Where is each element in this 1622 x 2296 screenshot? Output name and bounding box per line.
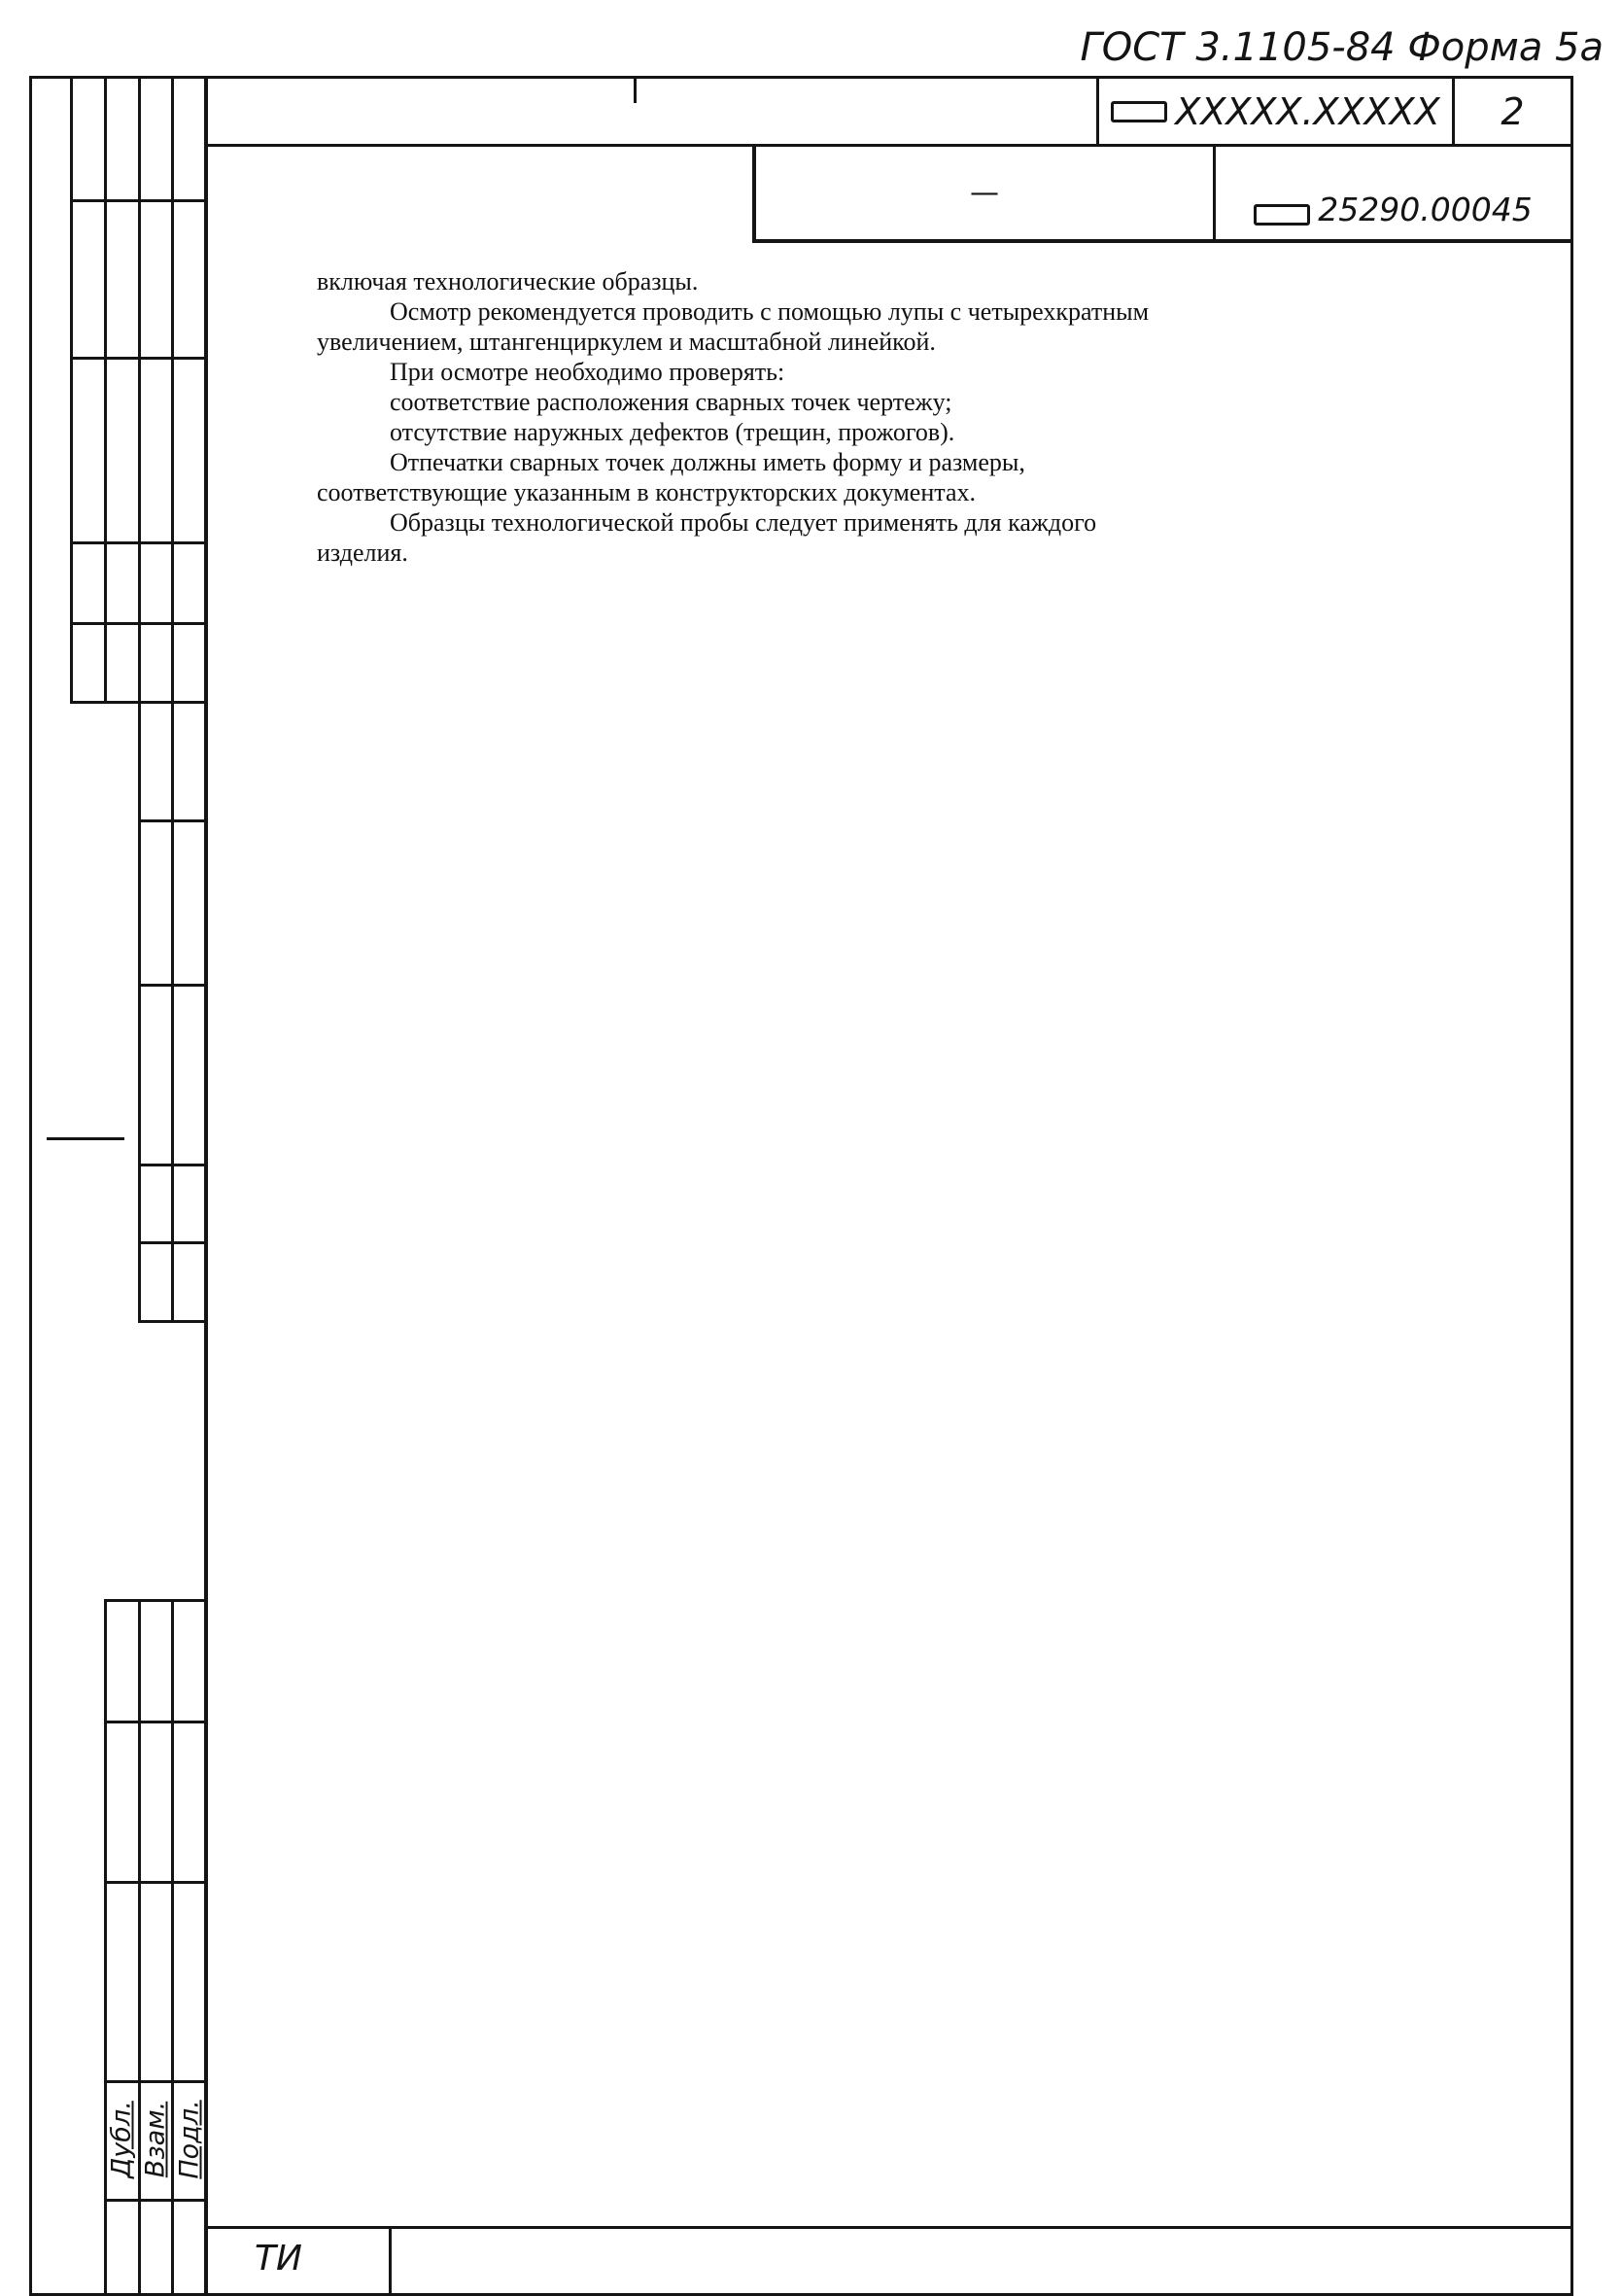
text-line: увеличением, штангенциркулем и масштабной линейкой. bbox=[317, 328, 936, 356]
dash-cell bbox=[756, 147, 1213, 239]
form-title: ГОСТ 3.1105-84 Форма 5а bbox=[1080, 25, 1604, 70]
label-podl: Подл. bbox=[174, 2100, 205, 2179]
document-type-label: ТИ bbox=[255, 2239, 302, 2279]
dash-mark: — bbox=[970, 175, 999, 210]
instruction-text bbox=[317, 266, 1512, 568]
side-labels bbox=[105, 2080, 207, 2199]
text-line: изделия. bbox=[317, 539, 408, 567]
document-code-cell bbox=[1099, 79, 1452, 144]
sheet-number: 2 bbox=[1501, 89, 1525, 133]
label-vzam-cell bbox=[139, 2080, 172, 2199]
text-line: включая технологические образцы. bbox=[317, 267, 699, 296]
label-dubl-cell bbox=[105, 2080, 138, 2199]
text-line: отсутствие наружных дефектов (трещин, прожогов). bbox=[390, 418, 955, 446]
text-line: соответствие расположения сварных точек чертежу; bbox=[390, 388, 952, 416]
text-line: Отпечатки сварных точек должны иметь форму и размеры, bbox=[390, 448, 1025, 476]
text-line: При осмотре необходимо проверять: bbox=[390, 358, 785, 386]
rectangle-box-icon bbox=[1111, 101, 1167, 122]
process-code-cell bbox=[1216, 147, 1570, 239]
text-line: Образцы технологической пробы следует применять для каждого bbox=[390, 508, 1097, 537]
rectangle-box-icon bbox=[1254, 204, 1310, 226]
text-line: Осмотр рекомендуется проводить с помощью лупы с четырехкратным bbox=[390, 297, 1150, 326]
label-dubl: Дубл. bbox=[106, 2101, 137, 2178]
sheet-number-cell bbox=[1455, 79, 1570, 144]
process-code: 25290.00045 bbox=[1318, 191, 1533, 228]
text-line: соответствующие указанным в конструкторских документах. bbox=[317, 478, 976, 506]
label-vzam: Взам. bbox=[140, 2101, 171, 2178]
document-code: XXXXX.XXXXX bbox=[1175, 89, 1440, 133]
label-podl-cell bbox=[173, 2080, 206, 2199]
